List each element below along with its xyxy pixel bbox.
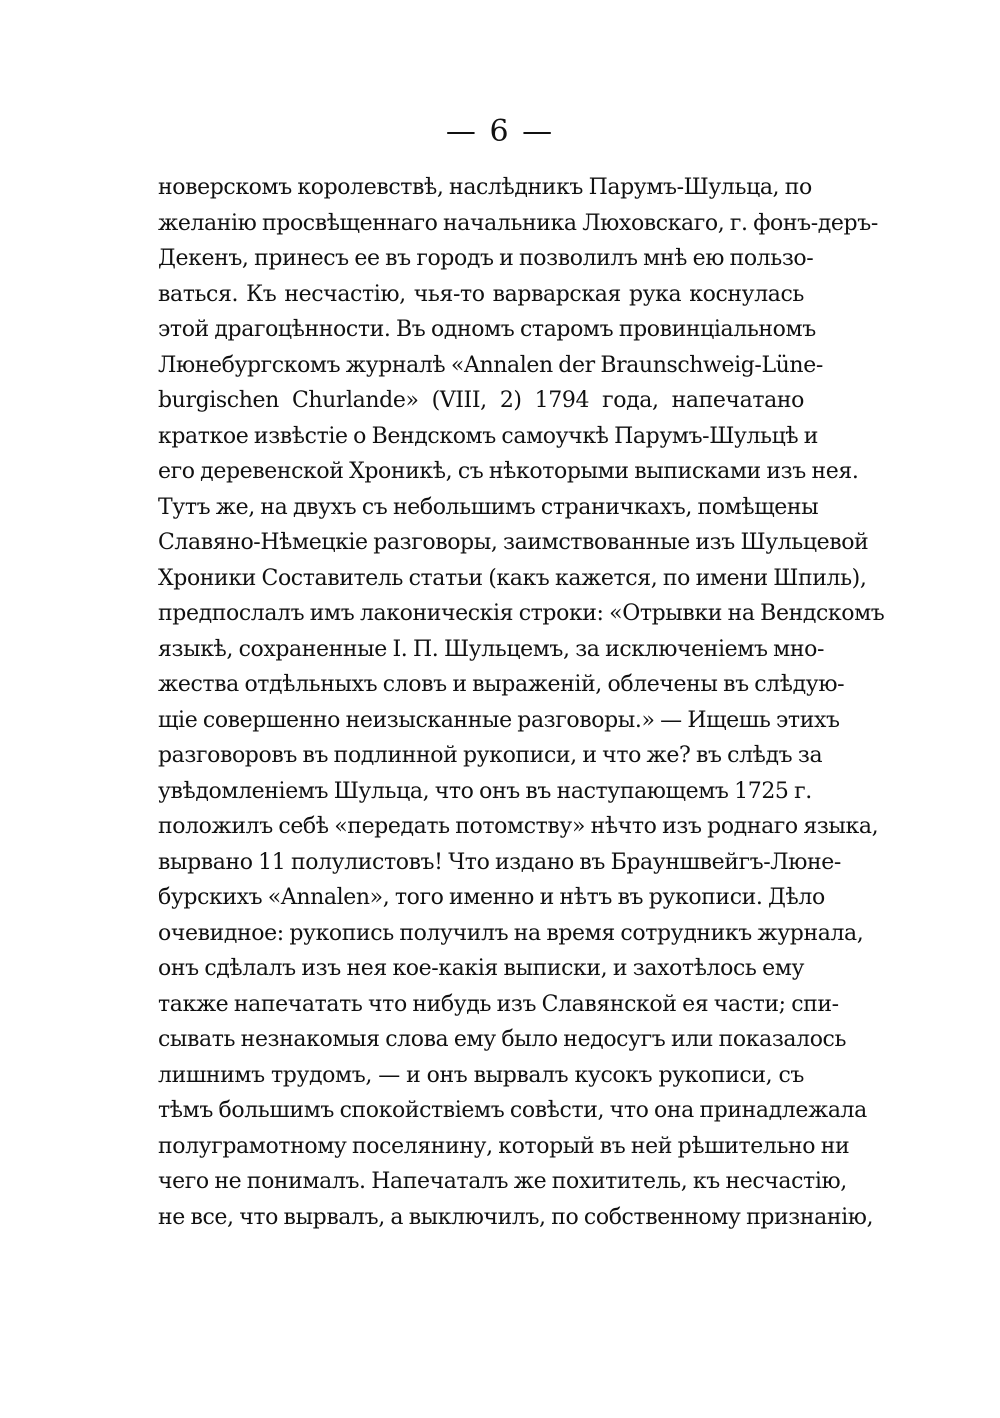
text-line: burgischen Churlande» (VIII, 2) 1794 года, напечатано (158, 388, 804, 413)
text-line: полуграмотному поселянину, который въ ней рѣшительно ни (158, 1133, 850, 1159)
text-line: бурскихъ «Annalen», того именно и нѣтъ въ рукописи. Дѣло (158, 885, 825, 910)
text-line: лишнимъ трудомъ, — и онъ вырвалъ кусокъ рукописи, съ (158, 1062, 804, 1088)
text-line: предпослалъ имъ лаконическія строки: «Отрывки на Вендскомъ (158, 601, 885, 626)
text-line: языкѣ, сохраненные I. П. Шульцемъ, за исключеніемъ мно- (158, 636, 825, 662)
text-line: щіе совершенно неизысканные разговоры.» — Ищешь этихъ (158, 707, 840, 733)
text-line: ваться. Къ несчастію, чья-то варварская рука коснулась (158, 281, 804, 307)
text-line: сывать незнакомыя слова ему было недосугъ или показалось (158, 1027, 847, 1052)
text-line: этой драгоцѣнности. Въ одномъ старомъ провинціальномъ (158, 317, 816, 342)
body-text (158, 170, 885, 1235)
text-line: вырвано 11 полулистовъ! Что издано въ Брауншвейгъ-Люне- (158, 849, 841, 875)
text-line: его деревенской Хроникѣ, съ нѣкоторыми выписками изъ нея. (158, 459, 859, 484)
text-line: желанію просвѣщеннаго начальника Люховскаго, г. фонъ-деръ- (158, 210, 878, 236)
text-line: новерскомъ королевствѣ, наслѣдникъ Парумъ-Шульца, по (158, 175, 812, 200)
text-line: также напечатать что нибудь изъ Славянской ея части; спи- (158, 991, 839, 1017)
text-line: Тутъ же, на двухъ съ небольшимъ страничкахъ, помѣщены (158, 494, 819, 520)
text-line: Люнебургскомъ журналѣ «Annalen der Braunschweig-Lüne- (158, 352, 823, 378)
text-line: онъ сдѣлалъ изъ нея кое-какія выписки, и захотѣлось ему (158, 956, 804, 981)
page-number: — 6 — (445, 114, 555, 149)
text-line: не все, что вырвалъ, а выключилъ, по собственному признанію, (158, 1204, 874, 1230)
text-line: краткое извѣстіе о Вендскомъ самоучкѣ Парумъ-Шульцѣ и (158, 423, 819, 449)
text-line: Декенъ, принесъ ее въ городъ и позволилъ мнѣ ею пользо- (158, 246, 814, 271)
text-line: чего не понималъ. Напечаталъ же похититель, къ несчастію, (158, 1169, 847, 1194)
text-line: увѣдомленіемъ Шульца, что онъ въ наступающемъ 1725 г. (158, 778, 812, 804)
text-line: жества отдѣльныхъ словъ и выраженій, облечены въ слѣдую- (158, 672, 845, 697)
text-line: положилъ себѣ «передать потомству» нѣчто изъ роднаго языка, (158, 814, 879, 839)
text-line: тѣмъ большимъ спокойствіемъ совѣсти, что она принадлежала (158, 1098, 867, 1123)
text-line: очевидное: рукопись получилъ на время сотрудникъ журнала, (158, 920, 864, 946)
text-line: Славяно-Нѣмецкіе разговоры, заимствованные изъ Шульцевой (158, 530, 869, 555)
text-line: разговоровъ въ подлинной рукописи, и что же? въ слѣдъ за (158, 743, 823, 768)
text-line: Хроники Составитель статьи (какъ кажется, по имени Шпиль), (158, 565, 867, 591)
